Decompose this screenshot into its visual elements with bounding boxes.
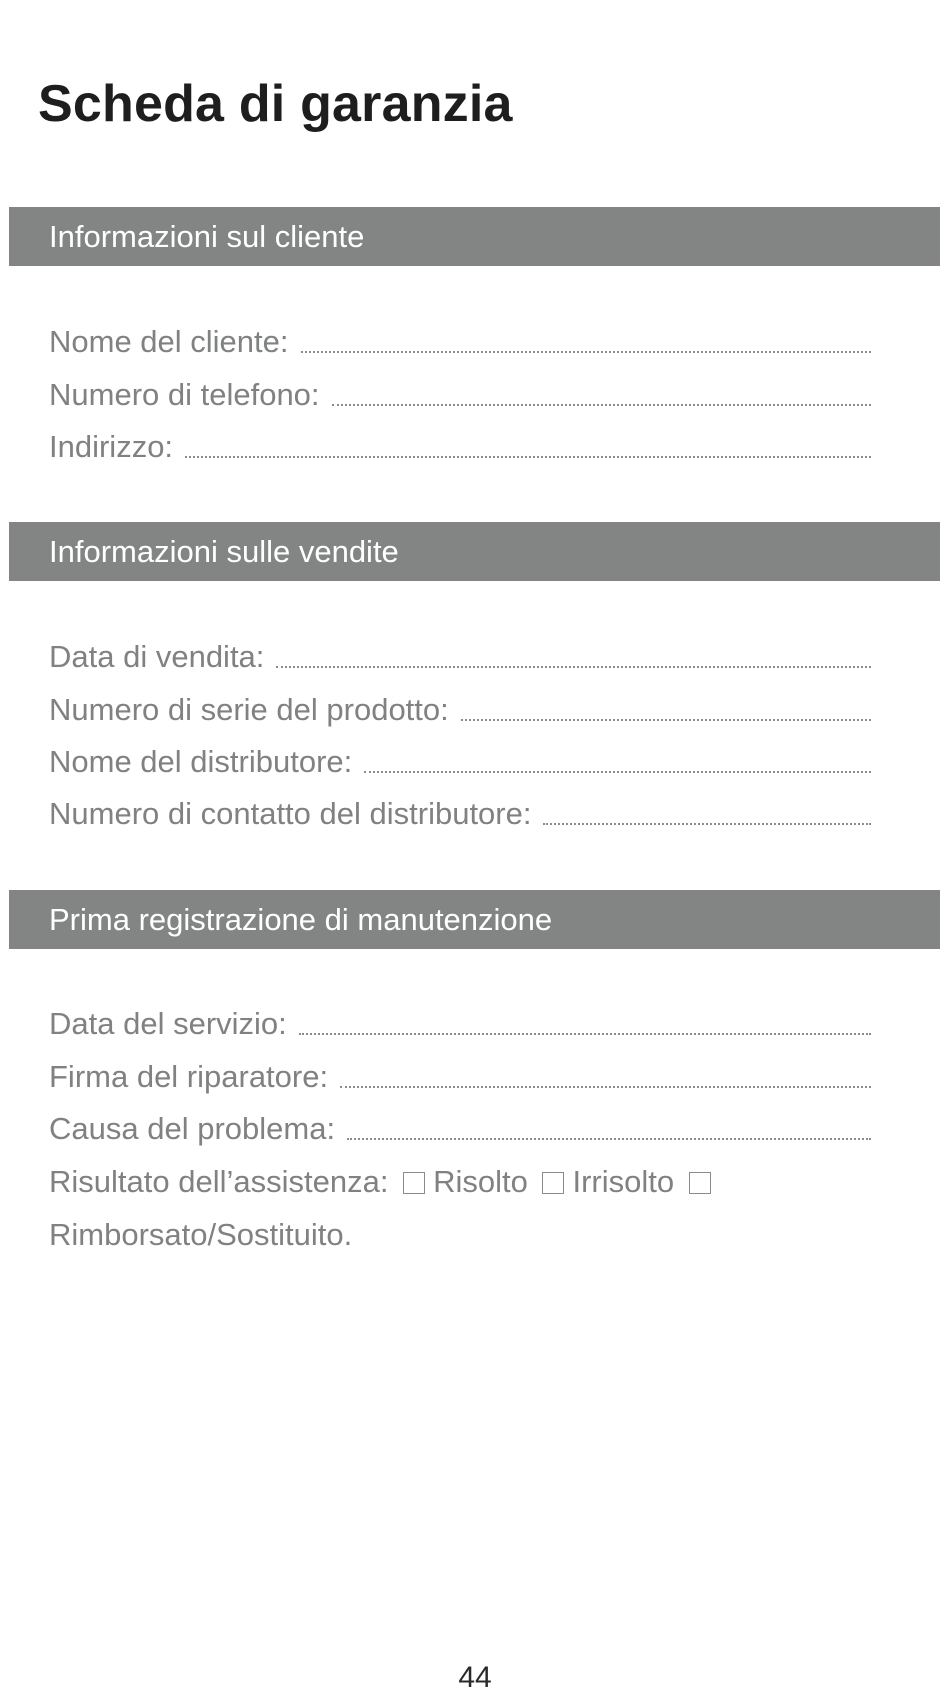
service-result-row-continued <box>49 1215 871 1255</box>
dotted-entry-line[interactable] <box>364 771 871 773</box>
resolved-checkbox[interactable] <box>403 1172 425 1194</box>
dotted-entry-line[interactable] <box>461 719 871 721</box>
customer-name-field[interactable] <box>49 322 871 362</box>
unresolved-checkbox[interactable] <box>542 1172 564 1194</box>
service-date-field[interactable] <box>49 1004 871 1044</box>
distributor-contact-field[interactable] <box>49 794 871 834</box>
dotted-entry-line[interactable] <box>347 1138 871 1140</box>
field-label: Firma del riparatore: <box>49 1059 329 1094</box>
field-label: Numero di telefono: <box>49 377 320 412</box>
field-label: Numero di serie del prodotto: <box>49 692 449 727</box>
field-label: Nome del cliente: <box>49 324 289 359</box>
refunded-replaced-option-label: Rimborsato/Sostituito. <box>49 1217 353 1252</box>
refunded-replaced-checkbox[interactable] <box>689 1172 711 1194</box>
repairer-signature-field[interactable] <box>49 1057 871 1097</box>
field-label: Numero di contatto del distributore: <box>49 796 532 831</box>
service-result-row <box>49 1162 871 1202</box>
problem-cause-field[interactable] <box>49 1109 871 1149</box>
field-label: Causa del problema: <box>49 1111 336 1146</box>
unresolved-option-label: Irrisolto <box>572 1164 675 1199</box>
field-label: Nome del distributore: <box>49 744 353 779</box>
field-label: Data di vendita: <box>49 639 265 674</box>
page-number: 44 <box>458 1661 492 1694</box>
distributor-name-field[interactable] <box>49 742 871 782</box>
phone-number-field[interactable] <box>49 375 871 415</box>
product-serial-number-field[interactable] <box>49 690 871 730</box>
dotted-entry-line[interactable] <box>543 823 871 825</box>
section-header-customer-info: Informazioni sul cliente <box>9 207 940 266</box>
page-title: Scheda di garanzia <box>38 75 513 133</box>
dotted-entry-line[interactable] <box>185 456 871 458</box>
service-result-label: Risultato dell’assistenza: <box>49 1164 389 1199</box>
sale-date-field[interactable] <box>49 637 871 677</box>
resolved-option-label: Risolto <box>433 1164 528 1199</box>
address-field[interactable] <box>49 427 871 467</box>
dotted-entry-line[interactable] <box>276 666 871 668</box>
section-header-sales-info: Informazioni sulle vendite <box>9 522 940 581</box>
dotted-entry-line[interactable] <box>332 404 871 406</box>
field-label: Indirizzo: <box>49 429 174 464</box>
dotted-entry-line[interactable] <box>299 1033 871 1035</box>
dotted-entry-line[interactable] <box>340 1086 871 1088</box>
field-label: Data del servizio: <box>49 1006 287 1041</box>
section-header-maintenance-record: Prima registrazione di manutenzione <box>9 890 940 949</box>
dotted-entry-line[interactable] <box>301 351 871 353</box>
